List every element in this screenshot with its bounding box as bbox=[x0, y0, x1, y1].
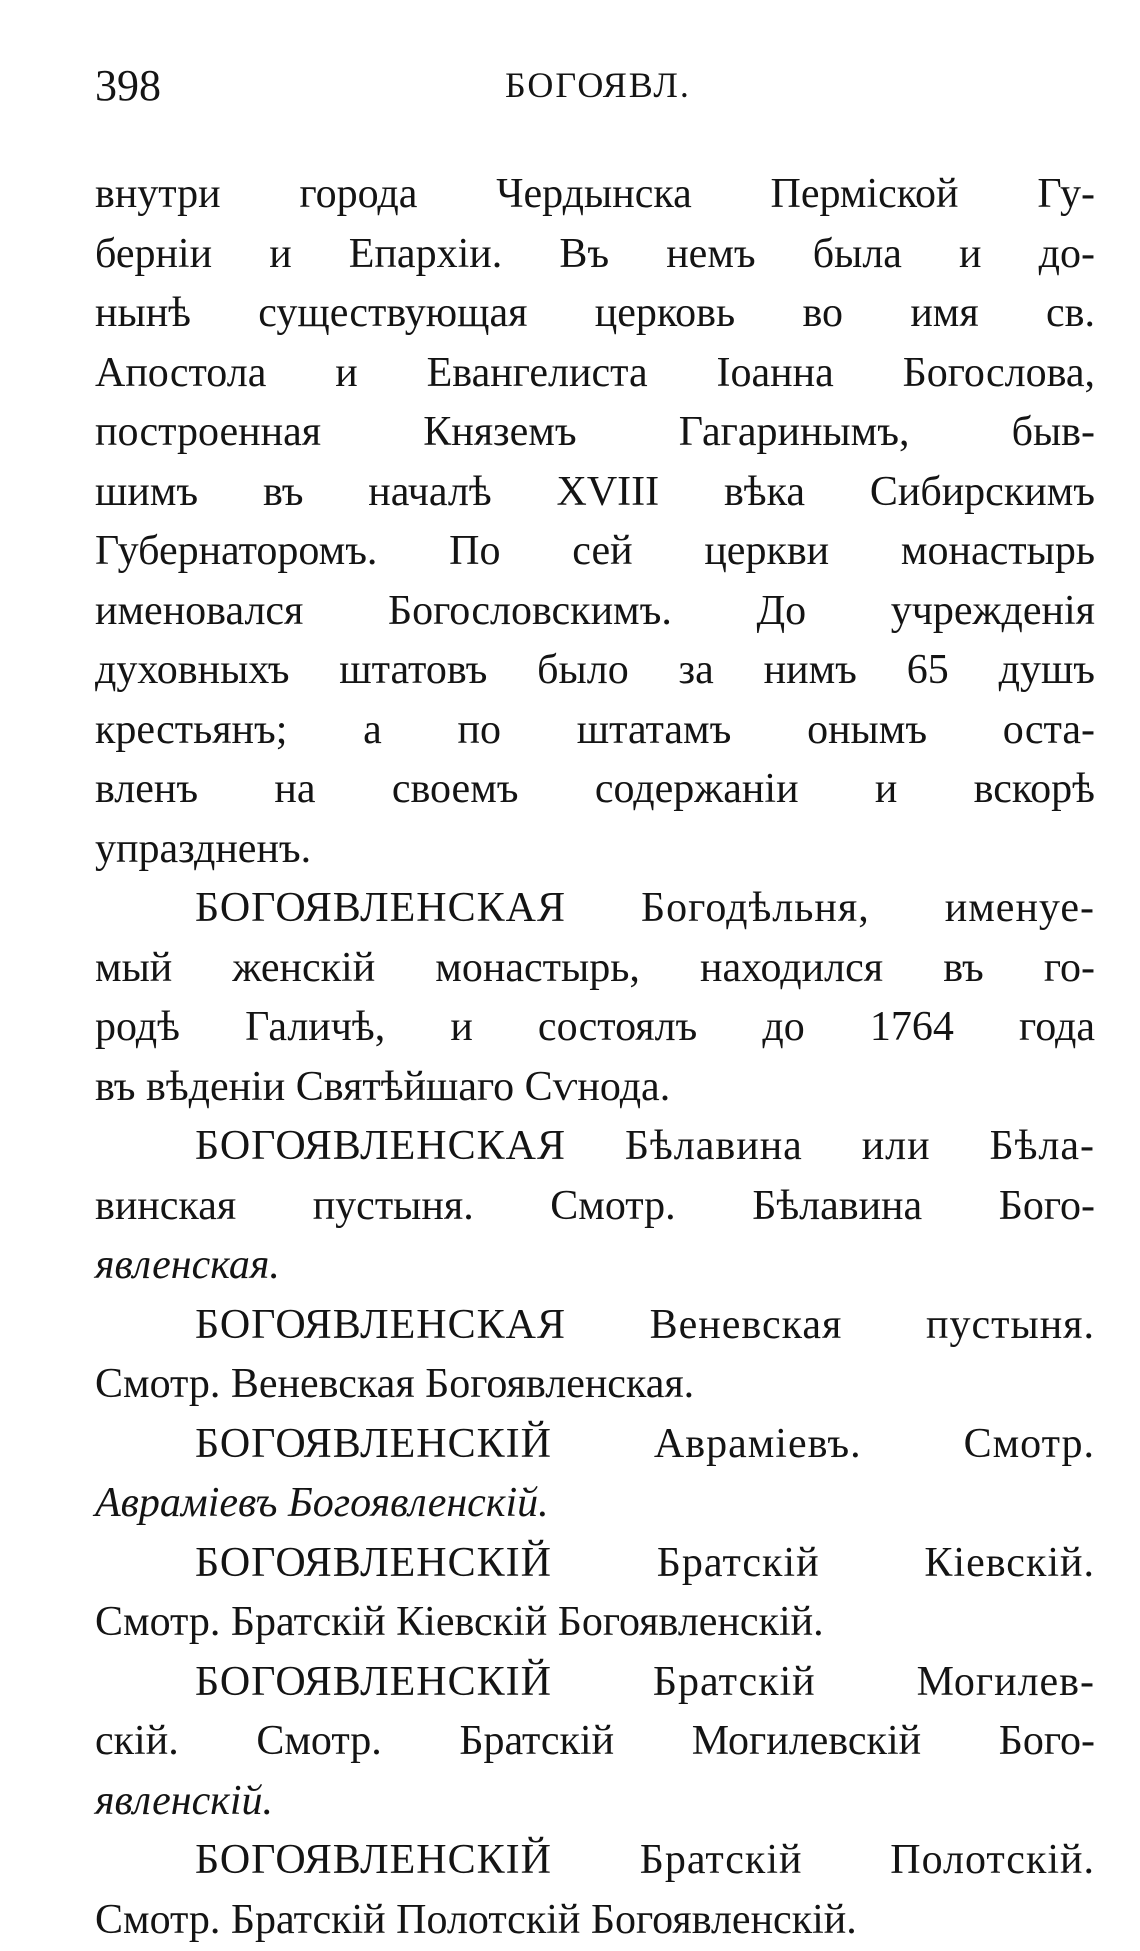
entry-heading-line: БОГОЯВЛЕНСКАЯ Бѣлавина или Бѣла- bbox=[195, 1123, 1095, 1169]
entry-heading-line: БОГОЯВЛЕНСКІЙ Братскій Полотскій. bbox=[195, 1837, 1095, 1883]
text-line: нынѣ существующая церковь во имя св. bbox=[95, 290, 1095, 336]
text-line: Апостола и Евангелиста Іоанна Богослова, bbox=[95, 349, 1095, 396]
text-line: внутри города Чердынска Перміской Гу- bbox=[95, 171, 1095, 217]
text-line: берніи и Епархіи. Въ немъ была и до- bbox=[95, 230, 1095, 277]
entry-heading-line: БОГОЯВЛЕНСКІЙ Аврамiевъ. Смотр. bbox=[195, 1420, 1095, 1467]
text-line: духовныхъ штатовъ было за нимъ 65 душъ bbox=[95, 647, 1095, 693]
text-line: Аврамiевъ Богоявленскiй. bbox=[95, 1480, 549, 1526]
entry-heading-line: БОГОЯВЛЕНСКАЯ Веневская пустыня. bbox=[195, 1301, 1095, 1348]
body-text bbox=[95, 165, 1095, 1950]
entry-bratskiy-polotskiy bbox=[95, 1831, 1095, 1950]
entry-belavina bbox=[95, 1117, 1095, 1296]
text-line: родѣ Галичѣ, и состоялъ до 1764 года bbox=[95, 1004, 1095, 1050]
entry-venevskaya bbox=[95, 1296, 1095, 1415]
entry-heading-line: БОГОЯВЛЕНСКІЙ Братскій Могилев- bbox=[195, 1658, 1095, 1705]
text-line: крестьянъ; а по штатамъ онымъ оста- bbox=[95, 706, 1095, 753]
text-line: Смотр. Братскій Полотскій Богоявленскій. bbox=[95, 1896, 857, 1943]
page-header bbox=[95, 60, 1085, 130]
entry-heading-line: БОГОЯВЛЕНСКАЯ Богодѣльня, именуе- bbox=[195, 885, 1095, 931]
entry-heading-line: БОГОЯВЛЕНСКІЙ Братскій Кіевскій. bbox=[195, 1539, 1095, 1586]
page-number: 398 bbox=[95, 61, 161, 110]
text-line: упраздненъ. bbox=[95, 825, 312, 872]
text-line: явленская. bbox=[95, 1242, 280, 1288]
text-line: именовался Богословскимъ. До учрежденія bbox=[95, 587, 1095, 634]
text-line: вленъ на своемъ содержаніи и вскорѣ bbox=[95, 766, 1095, 812]
entry-avramiev bbox=[95, 1415, 1095, 1534]
text-line: въ вѣденіи Святѣйшаго Сѵнода. bbox=[95, 1063, 671, 1110]
text-line: Губернаторомъ. По сей церкви монастырь bbox=[95, 528, 1095, 574]
entry-bogodelnya bbox=[95, 879, 1095, 1117]
text-line: шимъ въ началѣ XVIII вѣка Сибирскимъ bbox=[95, 468, 1095, 515]
paragraph-chordynsk bbox=[95, 165, 1095, 879]
running-head: БОГОЯВЛ. bbox=[505, 65, 691, 105]
text-line: винская пустыня. Смотр. Бѣлавина Бого- bbox=[95, 1182, 1095, 1229]
text-line: явленскій. bbox=[95, 1777, 274, 1824]
text-line: мый женскій монастырь, находился въ го- bbox=[95, 944, 1095, 991]
text-line: Смотр. Братскій Кіевскій Богоявленскій. bbox=[95, 1599, 824, 1645]
text-line: построенная Княземъ Гагаринымъ, быв- bbox=[95, 409, 1095, 455]
entry-bratskiy-kievskiy bbox=[95, 1534, 1095, 1653]
text-line: скій. Смотр. Братскій Могилевскій Бого- bbox=[95, 1718, 1095, 1764]
text-line: Смотр. Веневская Богоявленская. bbox=[95, 1361, 695, 1407]
entry-bratskiy-mogilevskiy bbox=[95, 1653, 1095, 1832]
